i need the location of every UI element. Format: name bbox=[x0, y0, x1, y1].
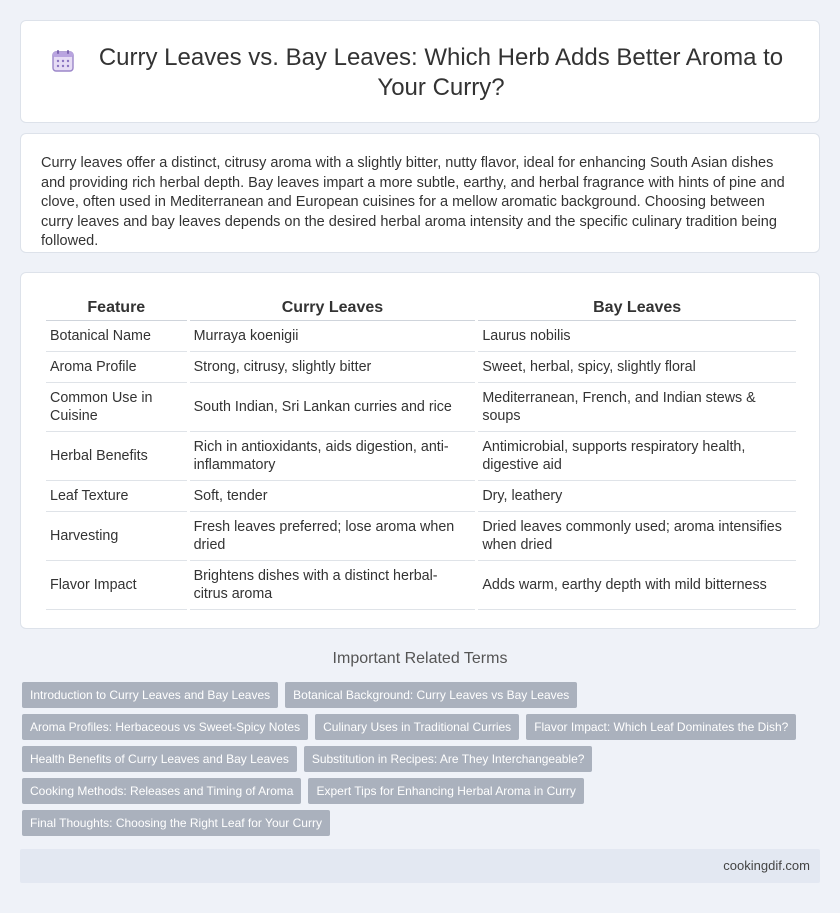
tag-row bbox=[22, 714, 802, 740]
table-cell: Murraya koenigii bbox=[190, 321, 476, 352]
header-curry-leaves: Curry Leaves bbox=[190, 295, 476, 321]
calendar-icon bbox=[51, 49, 75, 73]
related-term-tag[interactable]: Cooking Methods: Releases and Timing of Aroma bbox=[22, 778, 301, 804]
related-term-tag[interactable]: Aroma Profiles: Herbaceous vs Sweet-Spicy Notes bbox=[22, 714, 308, 740]
tag-row bbox=[22, 682, 802, 708]
related-term-tag[interactable]: Introduction to Curry Leaves and Bay Leaves bbox=[22, 682, 278, 708]
page-title: Curry Leaves vs. Bay Leaves: Which Herb Adds Better Aroma to Your Curry? bbox=[98, 44, 784, 101]
table-cell: Flavor Impact bbox=[46, 561, 187, 610]
comparison-table bbox=[43, 295, 799, 610]
table-cell: Aroma Profile bbox=[46, 352, 187, 383]
table-cell: Rich in antioxidants, aids digestion, anti-inflammatory bbox=[190, 432, 476, 481]
table-cell: South Indian, Sri Lankan curries and rice bbox=[190, 383, 476, 432]
table-row bbox=[46, 321, 796, 352]
table-row bbox=[46, 561, 796, 610]
site-name[interactable]: cookingdif.com bbox=[723, 858, 810, 873]
table-cell: Dry, leathery bbox=[478, 481, 796, 512]
table-cell: Herbal Benefits bbox=[46, 432, 187, 481]
tag-row bbox=[22, 746, 802, 772]
related-term-tag[interactable]: Substitution in Recipes: Are They Interchangeable? bbox=[304, 746, 593, 772]
intro-card bbox=[20, 133, 820, 253]
table-cell: Mediterranean, French, and Indian stews & soups bbox=[478, 383, 796, 432]
intro-paragraph: Curry leaves offer a distinct, citrusy aroma with a slightly bitter, nutty flavor, ideal for enhancing South Asian dishes and providing rich herbal depth. Bay leaves impart a more subtle, earthy, and herbal fragrance with hints of pine and clove, often used in Mediterranean and European cuisines for a mellow aromatic background. Choosing between curry leaves and bay leaves depends on the desired herbal aroma intensity and the specific culinary tradition being followed. bbox=[41, 155, 785, 249]
related-term-tag[interactable]: Final Thoughts: Choosing the Right Leaf for Your Curry bbox=[22, 810, 330, 836]
table-row bbox=[46, 352, 796, 383]
comparison-card bbox=[20, 272, 820, 629]
related-term-tag[interactable]: Expert Tips for Enhancing Herbal Aroma in Curry bbox=[308, 778, 583, 804]
table-cell: Adds warm, earthy depth with mild bitterness bbox=[478, 561, 796, 610]
table-cell: Fresh leaves preferred; lose aroma when dried bbox=[190, 512, 476, 561]
table-cell: Botanical Name bbox=[46, 321, 187, 352]
table-cell: Common Use in Cuisine bbox=[46, 383, 187, 432]
header-feature: Feature bbox=[46, 295, 187, 321]
table-cell: Strong, citrusy, slightly bitter bbox=[190, 352, 476, 383]
table-cell: Laurus nobilis bbox=[478, 321, 796, 352]
footer bbox=[20, 849, 820, 883]
table-cell: Sweet, herbal, spicy, slightly floral bbox=[478, 352, 796, 383]
table-cell: Brightens dishes with a distinct herbal-citrus aroma bbox=[190, 561, 476, 610]
table-cell: Antimicrobial, supports respiratory health, digestive aid bbox=[478, 432, 796, 481]
table-row bbox=[46, 512, 796, 561]
title-card bbox=[20, 20, 820, 123]
table-row bbox=[46, 383, 796, 432]
related-terms-title: Important Related Terms bbox=[332, 650, 508, 667]
table-row bbox=[46, 432, 796, 481]
related-term-tag[interactable]: Botanical Background: Curry Leaves vs Bay Leaves bbox=[285, 682, 577, 708]
related-term-tag[interactable]: Culinary Uses in Traditional Curries bbox=[315, 714, 519, 740]
table-cell: Dried leaves commonly used; aroma intensifies when dried bbox=[478, 512, 796, 561]
table-cell: Leaf Texture bbox=[46, 481, 187, 512]
related-term-tag[interactable]: Health Benefits of Curry Leaves and Bay Leaves bbox=[22, 746, 297, 772]
tag-row bbox=[22, 810, 802, 836]
related-terms-list bbox=[22, 682, 802, 842]
table-header-row bbox=[46, 295, 796, 321]
table-cell: Soft, tender bbox=[190, 481, 476, 512]
related-term-tag[interactable]: Flavor Impact: Which Leaf Dominates the Dish? bbox=[526, 714, 796, 740]
tag-row bbox=[22, 778, 802, 804]
header-bay-leaves: Bay Leaves bbox=[478, 295, 796, 321]
table-cell: Harvesting bbox=[46, 512, 187, 561]
table-row bbox=[46, 481, 796, 512]
